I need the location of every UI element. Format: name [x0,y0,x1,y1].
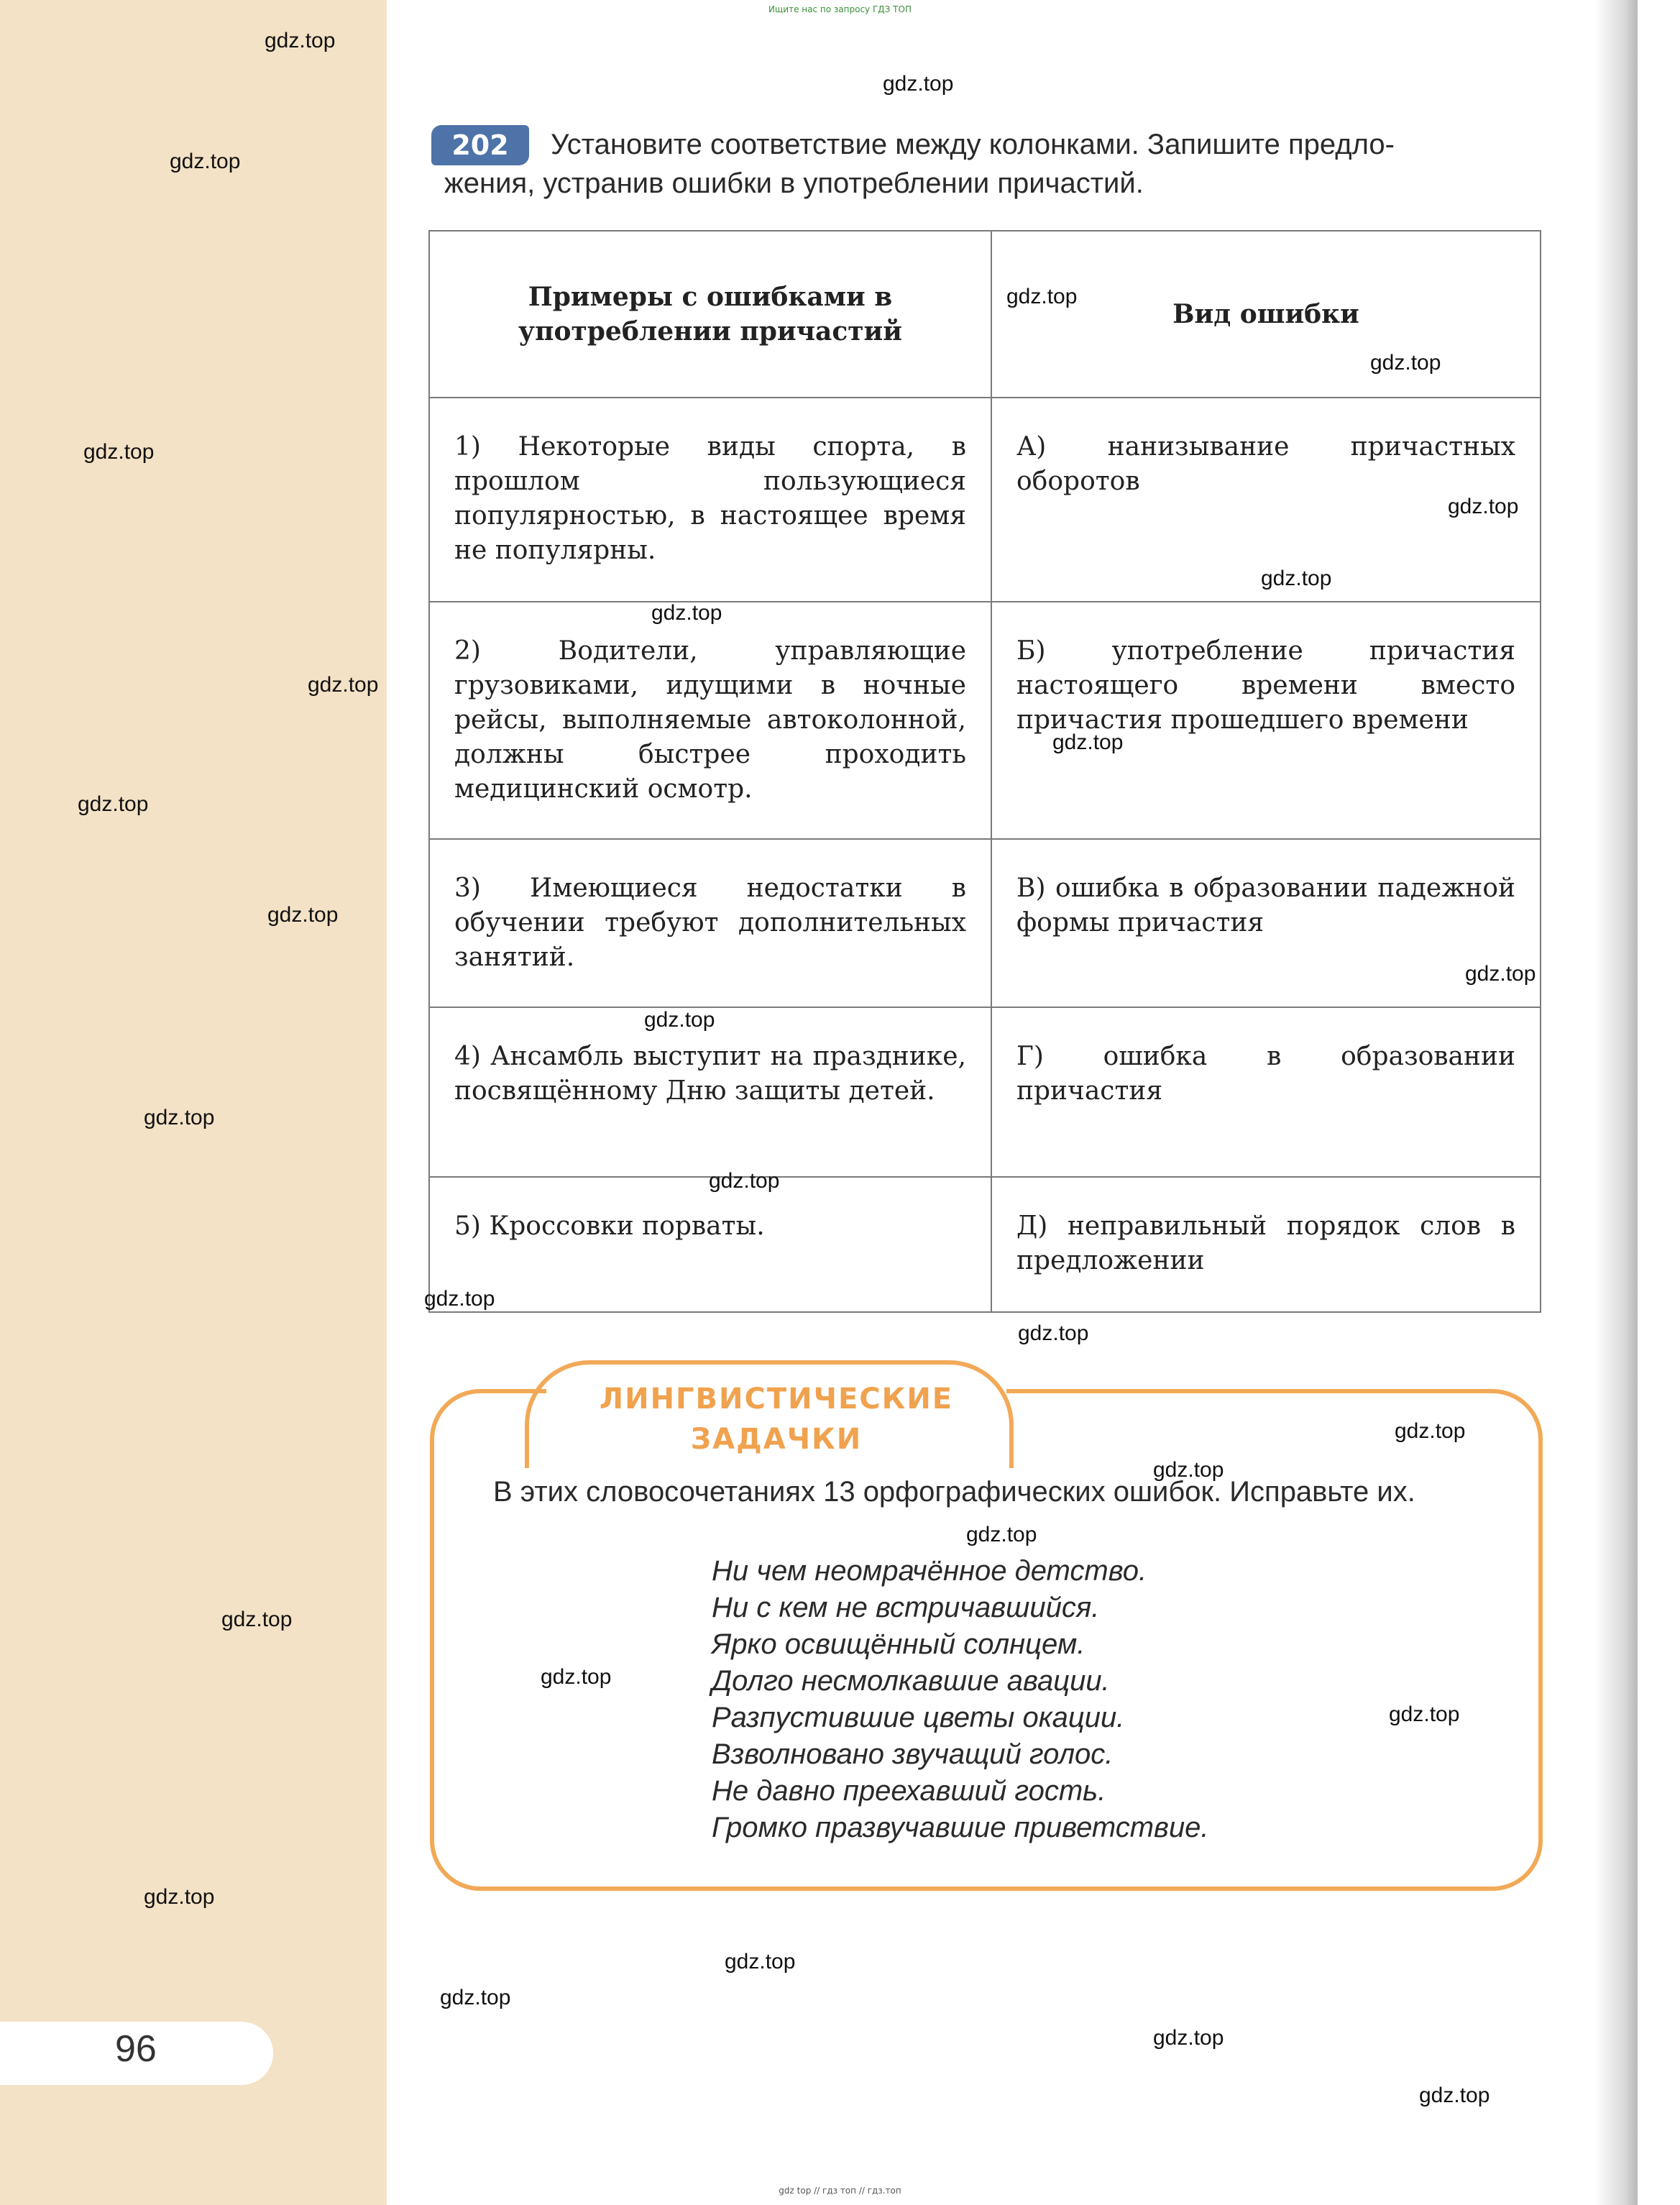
error-cell: Б) употребление причастия настоящего времени вместо причастия прошедшего времени [991,602,1541,839]
watermark: gdz.top [883,72,954,96]
list-item: Долго несмолкавшие авации. [712,1665,1110,1697]
error-cell: В) ошибка в образовании падежной формы причастия [991,839,1541,1007]
watermark: gdz.top [144,1885,215,1909]
example-cell: 3) Имеющиеся недостатки в обучении требуют дополнительных занятий. [429,839,991,1007]
title-line1: ЛИНГВИСТИЧЕСКИЕ [599,1383,954,1416]
watermark: gdz.top [1261,567,1332,590]
title-line2: ЗАДАЧКИ [690,1423,863,1456]
watermark: gdz.top [440,1986,511,2009]
exercise-instruction [444,125,1544,203]
watermark: gdz.top [1448,495,1519,518]
exercise-text-line1: Установите соответствие между колонками. Запишите предло- [551,129,1395,160]
header-error-type: Вид ошибки [991,231,1541,398]
watermark: gdz.top [1006,285,1078,308]
watermark: gdz.top [651,601,722,625]
list-item: Взволновано звучащий голос. [712,1738,1114,1770]
exercise-number-badge: 202 [431,125,529,165]
watermark: gdz.top [1395,1419,1466,1443]
list-item: Ярко освищённый солнцем. [712,1628,1085,1660]
watermark: gdz.top [1018,1321,1089,1345]
table-row [429,839,1541,1007]
task-instruction: В этих словосочетаниях 13 орфографических ошибок. Исправьте их. [493,1476,1415,1508]
watermark: gdz.top [308,673,379,697]
top-note: Ищите нас по запросу ГДЗ ТОП [768,4,912,14]
exercise-text-line2: жения, устранив ошибки в употреблении причастий. [444,168,1144,199]
table-row [429,602,1541,839]
watermark: gdz.top [144,1106,215,1129]
watermark: gdz.top [265,29,336,52]
page-number: 96 [115,2028,157,2070]
error-cell: А) нанизывание причастных оборотов [991,398,1541,602]
table-row [429,1177,1541,1312]
watermark: gdz.top [424,1287,495,1311]
watermark: gdz.top [1052,730,1124,754]
watermark: gdz.top [644,1008,715,1032]
example-cell: 4) Ансамбль выступит на празднике, посвящённому Дню защиты детей. [429,1007,991,1177]
linguistic-tasks-title [546,1379,1006,1459]
watermark: gdz.top [78,792,149,816]
phrase-list [712,1553,1502,1846]
error-cell: Г) ошибка в образовании причастия [991,1007,1541,1177]
watermark: gdz.top [1465,962,1536,986]
watermark: gdz.top [541,1665,612,1689]
watermark: gdz.top [267,903,339,927]
watermark: gdz.top [1370,351,1441,375]
watermark: gdz.top [725,1950,796,1974]
watermark: gdz.top [221,1608,293,1631]
table-row [429,398,1541,602]
book-spine-shadow [1594,0,1638,2205]
watermark: gdz.top [966,1523,1037,1546]
list-item: Ни чем неомрачённое детство. [712,1555,1147,1587]
scan-edge [1638,0,1680,2205]
left-margin-strip [0,0,387,2205]
list-item: Громко празвучавшие приветствие. [712,1812,1209,1843]
linguistic-task-text [450,1472,1521,1511]
watermark: gdz.top [170,150,241,173]
header-examples: Примеры с ошибками в употреблении причастий [429,231,991,398]
watermark: gdz.top [1419,2083,1490,2107]
list-item: Ни с кем не встричавшийся. [712,1592,1100,1623]
list-item: Не давно преехавший гость. [712,1775,1106,1807]
watermark: gdz.top [709,1169,780,1193]
watermark: gdz.top [1153,2026,1224,2050]
watermark: gdz.top [83,440,155,464]
watermark: gdz.top [1389,1702,1460,1726]
bottom-note: gdz top // гдз топ // гдз.топ [779,2186,901,2196]
matching-table [428,230,1541,1313]
example-cell: 5) Кроссовки порваты. [429,1177,991,1312]
error-cell: Д) неправильный порядок слов в предложении [991,1177,1541,1312]
table-row [429,1007,1541,1177]
example-cell: 1) Некоторые виды спорта, в прошлом пользующиеся популярностью, в настоящее время не популярны. [429,398,991,602]
watermark: gdz.top [1153,1458,1224,1482]
example-cell: 2) Водители, управляющие грузовиками, идущими в ночные рейсы, выполняемые автоколонной, должны быстрее проходить медицинский осмотр. [429,602,991,839]
list-item: Разпустившие цветы окации. [712,1702,1125,1733]
